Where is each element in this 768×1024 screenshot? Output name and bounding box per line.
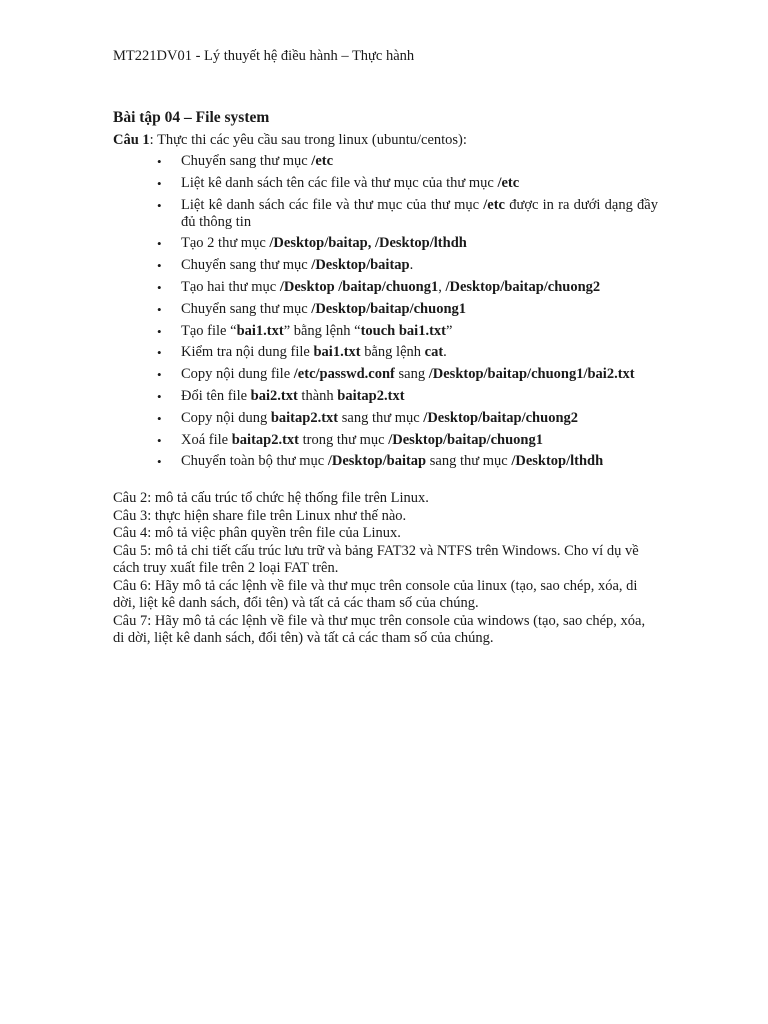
task-command: baitap2.txt [270, 409, 339, 426]
task-command: /Desktop/baitap/chuong1 [388, 431, 543, 448]
bullet-icon: • [157, 236, 162, 252]
task-command: /etc/passwd.conf [293, 366, 395, 383]
task-item [113, 197, 658, 231]
task-text: Copy nội dung [181, 409, 271, 426]
question-1 [113, 132, 467, 149]
task-command: bai1.txt [313, 344, 361, 361]
bullet-icon: • [157, 367, 162, 383]
task-item [113, 366, 658, 383]
task-command: /Desktop/baitap [311, 257, 410, 274]
bullet-icon: • [157, 197, 162, 213]
task-item [113, 279, 658, 296]
bullet-icon: • [157, 175, 162, 191]
question-item: Câu 6: Hãy mô tả các lệnh về file và thư mục trên console của linux (tạo, sao chép, xóa, di dời, liệt kê danh sách, đổi tên) và tất cả các tham số của chúng. [113, 577, 638, 611]
question-item: Câu 3: thực hiện share file trên Linux như thế nào. [113, 507, 407, 524]
task-text: Tạo hai thư mục [181, 278, 280, 295]
task-item [113, 257, 658, 274]
page-header: MT221DV01 - Lý thuyết hệ điều hành – Thực hành [113, 48, 415, 64]
task-command: /Desktop/baitap/chuong2 [423, 409, 579, 426]
bullet-icon: • [157, 323, 162, 339]
task-text: sang thư mục [426, 453, 512, 470]
task-command: bai1.txt [236, 322, 284, 339]
bullet-icon: • [157, 345, 162, 361]
task-text: Tạo 2 thư mục [181, 235, 270, 252]
task-item [113, 453, 658, 470]
task-text: Chuyển sang thư mục [181, 153, 312, 169]
task-command: /Desktop/lthdh [511, 453, 604, 470]
task-command: cat [424, 344, 444, 361]
bullet-icon: • [157, 301, 162, 317]
question-1-label: Câu 1 [113, 132, 150, 148]
task-command: bai2.txt [250, 387, 298, 404]
task-text: Chuyển sang thư mục [181, 257, 312, 274]
question-item: Câu 5: mô tả chi tiết cấu trúc lưu trữ và bảng FAT32 và NTFS trên Windows. Cho ví dụ về cách truy xuất file trên 2 loại FAT trên. [113, 542, 639, 576]
bullet-icon: • [157, 388, 162, 404]
task-command: /etc [311, 153, 334, 169]
task-command: /Desktop/baitap/chuong1 [311, 300, 467, 317]
task-text: Đổi tên file [181, 387, 251, 404]
task-text: , [438, 278, 446, 295]
task-text: Liệt kê danh sách các file và thư mục của thư mục [181, 196, 484, 213]
task-text: trong thư mục [299, 431, 389, 448]
task-text: Copy nội dung file [181, 366, 294, 383]
question-1-text: : Thực thi các yêu cầu sau trong linux (ubuntu/centos): [149, 132, 467, 148]
task-item [113, 410, 658, 427]
task-command: /etc [497, 174, 520, 191]
task-command: baitap2.txt [231, 431, 300, 448]
task-item [113, 153, 658, 170]
task-text: sang thư mục [338, 409, 424, 426]
task-text: Liệt kê danh sách tên các file và thư mục của thư mục [181, 174, 498, 191]
question-item: Câu 7: Hãy mô tả các lệnh về file và thư mục trên console của windows (tạo, sao chép, xóa, di dời, liệt kê danh sách, đổi tên) và tất cả các tham số của chúng. [113, 612, 646, 646]
bullet-icon: • [157, 454, 162, 470]
task-text: Kiểm tra nội dung file [181, 344, 314, 361]
question-list [113, 490, 658, 648]
bullet-icon: • [157, 410, 162, 426]
task-text: . [443, 344, 447, 361]
task-text: ” [446, 322, 453, 339]
task-command: /Desktop/baitap [327, 453, 427, 470]
task-text: Chuyển sang thư mục [181, 300, 312, 317]
task-item [113, 432, 658, 449]
task-text: Tạo file “ [181, 322, 237, 339]
task-text: . [409, 257, 414, 274]
task-command: /Desktop /baitap/chuong1 [279, 278, 439, 295]
task-item [113, 175, 658, 192]
task-item [113, 301, 658, 318]
task-item [113, 323, 658, 340]
task-command: baitap2.txt [337, 387, 405, 404]
task-list [113, 153, 658, 475]
task-command: /Desktop/baitap, /Desktop/lthdh [269, 235, 467, 252]
bullet-icon: • [157, 154, 162, 169]
task-text: thành [297, 387, 338, 404]
task-command: /Desktop/baitap/chuong2 [445, 278, 601, 295]
bullet-icon: • [157, 258, 162, 274]
task-text: được in ra dưới dạng đầy đủ thông tin [181, 196, 658, 230]
question-item: Câu 4: mô tả việc phân quyền trên file của Linux. [113, 525, 401, 541]
bullet-icon: • [157, 432, 162, 448]
task-command: touch bai1.txt [360, 322, 446, 339]
task-item [113, 344, 658, 361]
task-command: /Desktop/baitap/chuong1/bai2.txt [428, 366, 635, 383]
task-text: bằng lệnh [360, 344, 425, 361]
task-text: Chuyển toàn bộ thư mục [181, 453, 328, 470]
exercise-title: Bài tập 04 – File system [113, 109, 270, 126]
task-command: /etc [483, 196, 505, 213]
task-text: Xoá file [181, 431, 232, 448]
task-text: sang [394, 366, 429, 383]
question-item: Câu 2: mô tả cấu trúc tổ chức hệ thống file trên Linux. [113, 490, 429, 506]
task-item [113, 388, 658, 405]
task-text: ” bằng lệnh “ [283, 322, 361, 339]
task-item [113, 235, 658, 252]
bullet-icon: • [157, 279, 162, 295]
